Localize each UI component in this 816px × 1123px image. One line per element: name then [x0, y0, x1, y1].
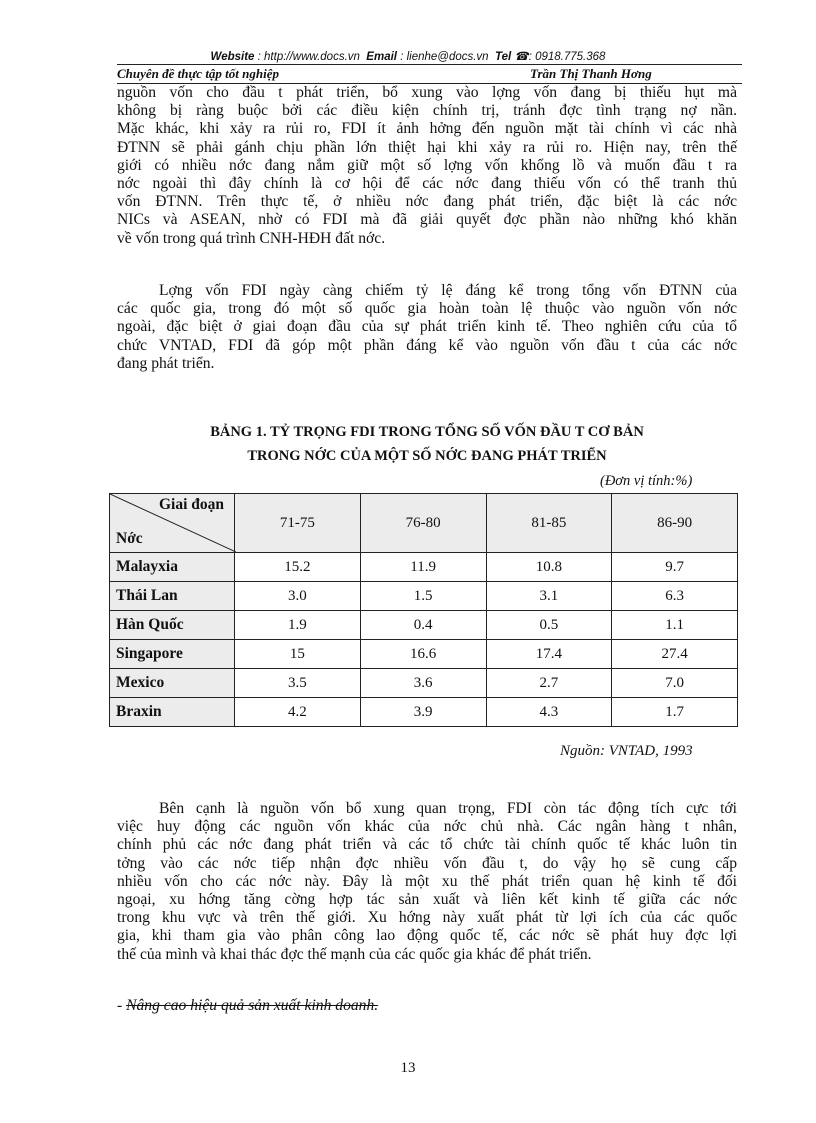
period-header: 86-90 [612, 494, 738, 553]
paragraph-line: gia, khi tham gia vào phân công lao động quốc tế, các nớc sẽ phát huy đợc lợi [117, 927, 737, 945]
value-cell: 15 [235, 640, 361, 669]
value-cell: 11.9 [360, 553, 486, 582]
paragraph-2 [117, 282, 737, 373]
value-cell: 1.1 [612, 611, 738, 640]
paragraph-1 [117, 84, 737, 248]
website-label: Website [210, 51, 255, 63]
paragraph-line: không bị ràng buộc bởi các điều kiện chính trị, tránh đợc tình trạng nợ nần. [117, 102, 737, 120]
value-cell: 4.3 [486, 698, 612, 727]
value-cell: 0.5 [486, 611, 612, 640]
value-cell: 1.9 [235, 611, 361, 640]
bullet-text: Nâng cao hiệu quả sản xuất kinh doanh. [126, 997, 379, 1014]
value-cell: 15.2 [235, 553, 361, 582]
paragraph-line: ngoại, xu hớng tăng cờng hợp tác sản xuất và liên kết kinh tế giữa các nớc [117, 891, 737, 909]
phone-icon: ☎ [514, 51, 529, 63]
paragraph-line: nguồn vốn cho đầu t phát triển, bổ xung vào lợng vốn đang bị thiếu hụt mà [117, 84, 737, 101]
value-cell: 3.0 [235, 582, 361, 611]
value-cell: 1.7 [612, 698, 738, 727]
paragraph-line: Bên cạnh là nguồn vốn bổ xung quan trọng, FDI còn tác động tích cực tới [159, 800, 737, 817]
value-cell: 3.9 [360, 698, 486, 727]
country-cell: Malayxia [110, 553, 235, 582]
table-row [110, 553, 738, 582]
corner-label-period: Giai đoạn [158, 496, 224, 513]
paragraph-line: về vốn trong quá trình CNH-HĐH đất nớc. [117, 229, 386, 247]
paragraph-line: nhiều vốn cho các nớc này. Đây là một xu thế phát triển quan hệ kinh tế đối [117, 872, 737, 890]
paragraph-line: ngoài, đặc biệt ở giai đoạn đầu của sự phát triển kinh tế. Theo nghiên cứu của tổ [117, 318, 737, 336]
doc-type: Chuyên đề thực tập tốt nghiệp [117, 66, 279, 81]
paragraph-line: trong khu vực và trên thế giới. Xu hớng này xuất phát từ lợi ích của các quốc [117, 909, 737, 927]
value-cell: 1.5 [360, 582, 486, 611]
value-cell: 16.6 [360, 640, 486, 669]
country-cell: Thái Lan [110, 582, 235, 611]
table-title-line-1: BẢNG 1. TỶ TRỌNG FDI TRONG TỔNG SỐ VỐN ĐẦU T CƠ BẢN [210, 424, 644, 440]
period-header: 71-75 [235, 494, 361, 553]
section-bullet [117, 997, 378, 1015]
table-header-row [110, 494, 738, 553]
paragraph-line: NICs và ASEAN, nhờ có FDI mà đã giải quyết đợc phần nào những khó khăn [117, 211, 737, 229]
table-title-line-2: TRONG NỚC CỦA MỘT SỐ NỚC ĐANG PHÁT TRIỂN [247, 448, 607, 464]
paragraph-line: vốn ĐTNN. Trên thực tế, ở nhiều nớc đang phát triển, đặc biệt là các nớc [117, 193, 737, 211]
paragraph-line: giới có nhiều nớc đang nắm giữ một số lợng vốn khổng lồ và muốn đầu t ra [117, 156, 737, 174]
page-header-contact [0, 49, 816, 63]
paragraph-line: Mặc khác, khi xảy ra rủi ro, FDI ít ảnh hởng đến nguồn mặt tài chính vì các nhà [117, 120, 737, 138]
country-cell: Singapore [110, 640, 235, 669]
value-cell: 3.5 [235, 669, 361, 698]
paragraph-line: chính phủ các nớc đang phát triển và các tổ chức tài chính quốc tế khác luôn tin [117, 836, 737, 854]
value-cell: 4.2 [235, 698, 361, 727]
value-cell: 9.7 [612, 553, 738, 582]
paragraph-3 [117, 800, 737, 964]
table-source: Nguồn: VNTAD, 1993 [560, 743, 693, 759]
value-cell: 27.4 [612, 640, 738, 669]
header-rule-top [117, 64, 742, 65]
paragraph-line: ĐTNN sẽ phải gánh chịu phần lớn thiệt hại khi xảy ra rủi ro. Hiện nay, trên thế [117, 138, 737, 156]
value-cell: 6.3 [612, 582, 738, 611]
value-cell: 7.0 [612, 669, 738, 698]
value-cell: 3.1 [486, 582, 612, 611]
country-cell: Mexico [110, 669, 235, 698]
table-corner-cell [110, 494, 235, 553]
value-cell: 3.6 [360, 669, 486, 698]
value-cell: 2.7 [486, 669, 612, 698]
country-cell: Hàn Quốc [110, 611, 235, 640]
tel-value: : 0918.775.368 [528, 51, 606, 63]
corner-label-country: Nớc [116, 530, 143, 547]
paragraph-line: tởng vào các nớc tiếp nhận đợc nhiều vốn đầu t, do vậy họ sẽ cung cấp [117, 854, 737, 872]
website-url[interactable]: : http://www.docs.vn [257, 51, 360, 63]
bullet-dash: - [117, 997, 127, 1014]
paragraph-line: các quốc gia, trong đó một số quốc gia hoàn toàn lệ thuộc vào nguồn vốn nớc [117, 300, 737, 318]
value-cell: 0.4 [360, 611, 486, 640]
value-cell: 17.4 [486, 640, 612, 669]
table-row [110, 582, 738, 611]
table-row [110, 698, 738, 727]
email-label: Email [366, 51, 397, 63]
paragraph-line: Lợng vốn FDI ngày càng chiếm tỷ lệ đáng kể trong tổng vốn ĐTNN của [159, 282, 737, 299]
country-cell: Braxin [110, 698, 235, 727]
paragraph-line: nớc ngoài thì đây chính là cơ hội để các nớc đang thiếu vốn có thể tranh thủ [117, 175, 737, 193]
paragraph-line: đang phát triển. [117, 354, 215, 372]
paragraph-line: thế của mình và khai thác đợc thế mạnh của các quốc gia khác để phát triển. [117, 945, 592, 963]
author-name: Trần Thị Thanh Hơng [530, 66, 652, 81]
value-cell: 10.8 [486, 553, 612, 582]
table-row [110, 640, 738, 669]
paragraph-line: việc huy động các nguồn vốn khác của nớc chủ nhà. Các ngân hàng t nhân, [117, 818, 737, 836]
table-unit: (Đơn vị tính:%) [600, 473, 693, 489]
paragraph-line: chức VNTAD, FDI đã góp một phần đáng kể vào nguồn vốn đầu t của các nớc [117, 336, 737, 354]
tel-label: Tel [494, 51, 512, 63]
period-header: 76-80 [360, 494, 486, 553]
table-row [110, 669, 738, 698]
email-value[interactable]: : lienhe@docs.vn [400, 51, 489, 63]
table-row [110, 611, 738, 640]
fdi-table [109, 493, 738, 727]
period-header: 81-85 [486, 494, 612, 553]
page-number: 13 [400, 1060, 416, 1076]
